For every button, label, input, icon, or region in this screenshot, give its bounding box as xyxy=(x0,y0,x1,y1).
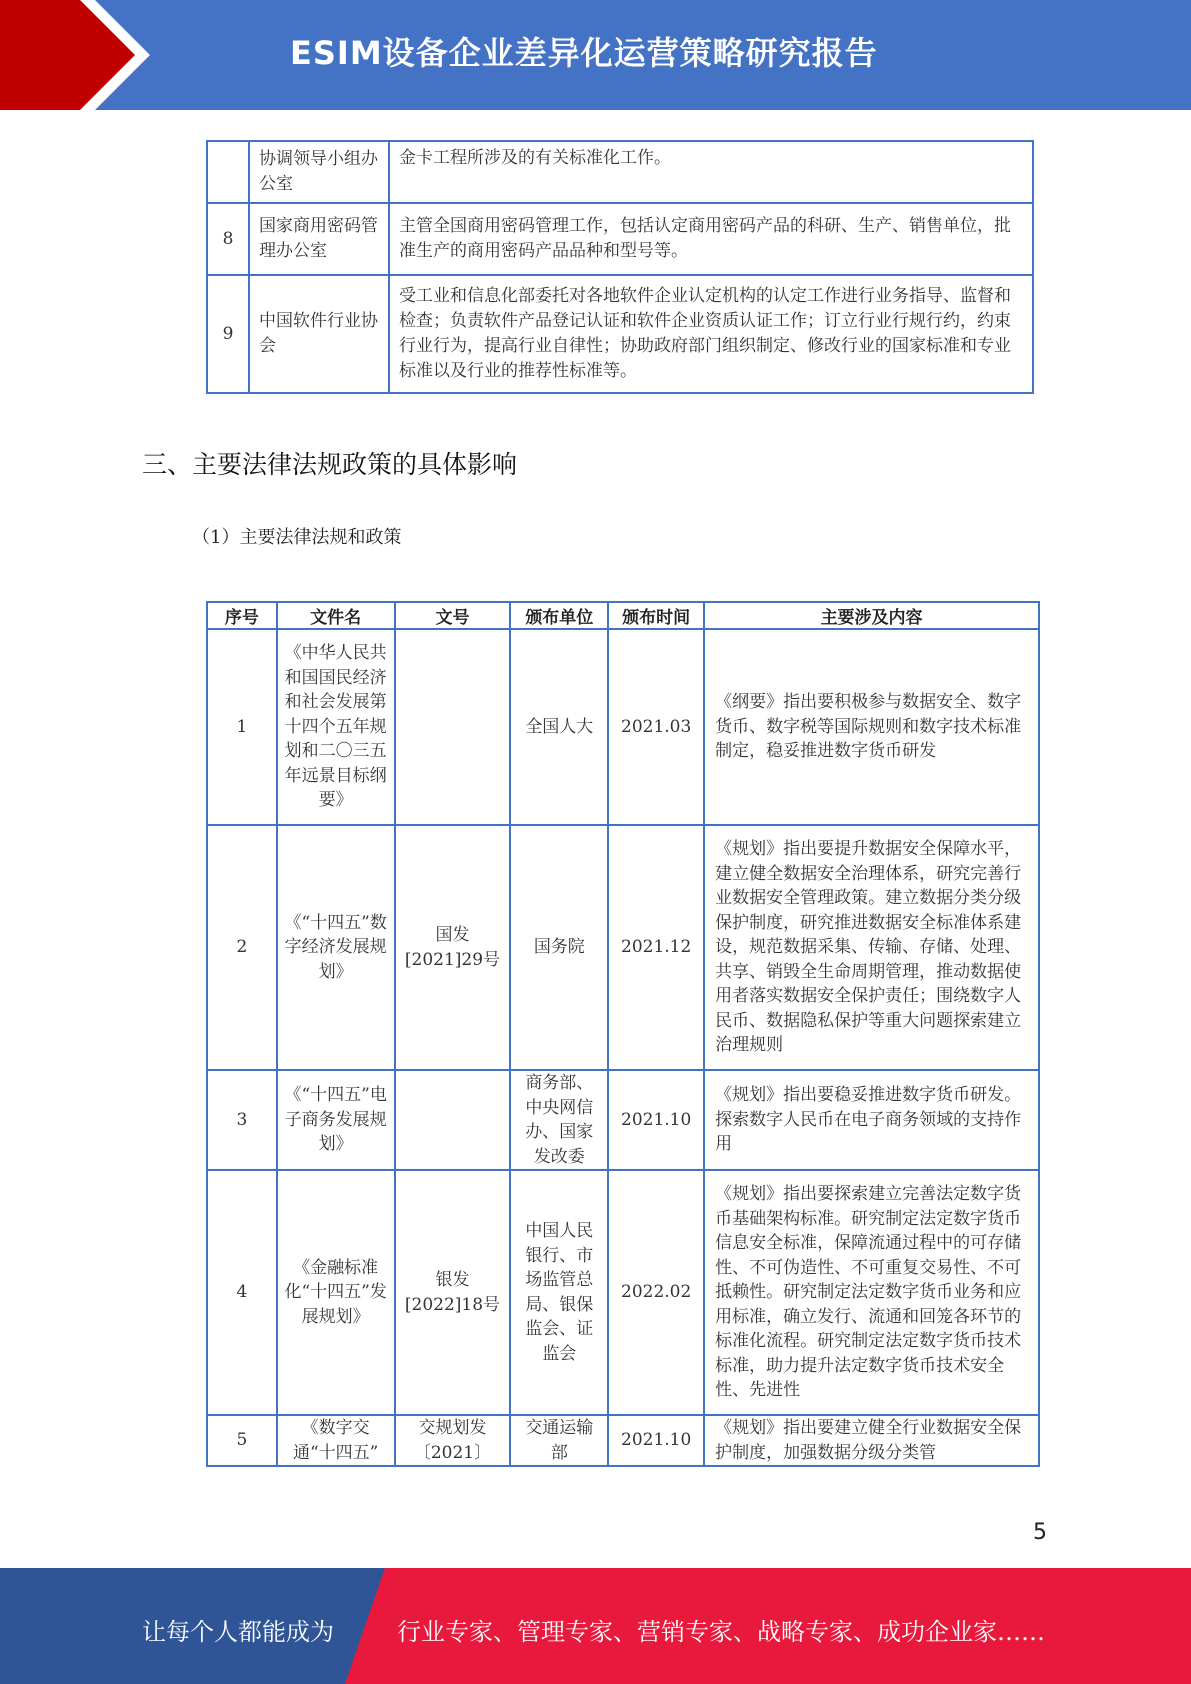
document-name: 《中华人民共和国国民经济和社会发展第十四个五年规划和二〇三五年远景目标纲要》 xyxy=(277,629,395,825)
table-row xyxy=(207,1170,1039,1415)
section-heading: 三、主要法律法规政策的具体影响 xyxy=(142,450,518,479)
issuer: 商务部、中央网信办、国家发改委 xyxy=(510,1070,608,1170)
table-row xyxy=(207,203,1033,275)
document-name: 《数字交通“十四五” xyxy=(277,1415,395,1466)
header-red-chevron xyxy=(0,0,150,110)
main-content: 《规划》指出要提升数据安全保障水平，建立健全数据安全治理体系，研究完善行业数据安全管理政策。建立数据分类分级保护制度，研究推进数据安全标准体系建设，规范数据采集、传输、存储、处理、共享、销毁全生命周期管理，推动数据使用者落实数据安全保护责任；围绕数字人民币、数据隐私保护等重大问题探索建立治理规则 xyxy=(704,825,1039,1070)
org-description: 主管全国商用密码管理工作，包括认定商用密码产品的科研、生产、销售单位，批准生产的商用密码产品品种和型号等。 xyxy=(389,203,1033,275)
issue-date: 2021.10 xyxy=(608,1415,704,1466)
table-row xyxy=(207,629,1039,825)
org-description: 受工业和信息化部委托对各地软件企业认定机构的认定工作进行业务指导、监督和检查；负责软件产品登记认证和软件企业资质认证工作；订立行业行规行约，约束行业行为，提高行业自律性；协助政府部门组织制定、修改行业的国家标准和专业标准以及行业的推荐性标准等。 xyxy=(389,275,1033,393)
row-number: 9 xyxy=(207,275,249,393)
row-number: 5 xyxy=(207,1415,277,1466)
issue-date: 2021.10 xyxy=(608,1070,704,1170)
org-name: 协调领导小组办公室 xyxy=(249,141,389,203)
org-name: 国家商用密码管理办公室 xyxy=(249,203,389,275)
main-content: 《规划》指出要建立健全行业数据安全保护制度，加强数据分级分类管 xyxy=(704,1415,1039,1466)
policy-table xyxy=(206,601,1040,1467)
org-name: 中国软件行业协会 xyxy=(249,275,389,393)
footer-slogan-left: 让每个人都能成为 xyxy=(142,1618,334,1646)
column-header: 主要涉及内容 xyxy=(704,602,1039,629)
document-number: 交规划发〔2021〕 xyxy=(395,1415,511,1466)
document-name: 《金融标准化“十四五”发展规划》 xyxy=(277,1170,395,1415)
document-name: 《“十四五”电子商务发展规划》 xyxy=(277,1070,395,1170)
document-number: 银发[2022]18号 xyxy=(395,1170,511,1415)
main-content: 《规划》指出要探索建立完善法定数字货币基础架构标准。研究制定法定数字货币信息安全标准，保障流通过程中的可存储性、不可伪造性、不可重复交易性、不可抵赖性。研究制定法定数字货币业务和应用标准，确立发行、流通和回笼各环节的标准化流程。研究制定法定数字货币技术标准，助力提升法定数字货币技术安全性、先进性 xyxy=(704,1170,1039,1415)
sub-heading: （1）主要法律法规和政策 xyxy=(192,527,402,548)
issue-date: 2021.12 xyxy=(608,825,704,1070)
document-number xyxy=(395,1070,511,1170)
document-name: 《“十四五”数字经济发展规划》 xyxy=(277,825,395,1070)
row-number: 8 xyxy=(207,203,249,275)
main-content: 《纲要》指出要积极参与数据安全、数字货币、数字税等国际规则和数字技术标准制定，稳妥推进数字货币研发 xyxy=(704,629,1039,825)
issuer: 国务院 xyxy=(510,825,608,1070)
column-header: 颁布单位 xyxy=(510,602,608,629)
table-row xyxy=(207,1415,1039,1466)
table-row xyxy=(207,141,1033,203)
issuer: 交通运输部 xyxy=(510,1415,608,1466)
table-header-row xyxy=(207,602,1039,629)
issue-date: 2022.02 xyxy=(608,1170,704,1415)
report-title: ESIM设备企业差异化运营策略研究报告 xyxy=(290,34,878,72)
table-row xyxy=(207,1070,1039,1170)
footer-slogan-right: 行业专家、管理专家、营销专家、战略专家、成功企业家…… xyxy=(397,1618,1045,1646)
org-description: 金卡工程所涉及的有关标准化工作。 xyxy=(389,141,1033,203)
column-header: 颁布时间 xyxy=(608,602,704,629)
column-header: 文号 xyxy=(395,602,511,629)
issuer: 中国人民银行、市场监管总局、银保监会、证监会 xyxy=(510,1170,608,1415)
document-number xyxy=(395,629,511,825)
issuer: 全国人大 xyxy=(510,629,608,825)
table-row xyxy=(207,275,1033,393)
row-number: 4 xyxy=(207,1170,277,1415)
row-number xyxy=(207,141,249,203)
main-content: 《规划》指出要稳妥推进数字货币研发。探索数字人民币在电子商务领域的支持作用 xyxy=(704,1070,1039,1170)
table-row xyxy=(207,825,1039,1070)
page-number: 5 xyxy=(1033,1520,1047,1545)
page-footer xyxy=(0,1568,1191,1684)
page-header xyxy=(0,0,1191,110)
column-header: 序号 xyxy=(207,602,277,629)
issue-date: 2021.03 xyxy=(608,629,704,825)
column-header: 文件名 xyxy=(277,602,395,629)
row-number: 1 xyxy=(207,629,277,825)
org-table xyxy=(206,140,1034,394)
document-number: 国发[2021]29号 xyxy=(395,825,511,1070)
row-number: 2 xyxy=(207,825,277,1070)
row-number: 3 xyxy=(207,1070,277,1170)
